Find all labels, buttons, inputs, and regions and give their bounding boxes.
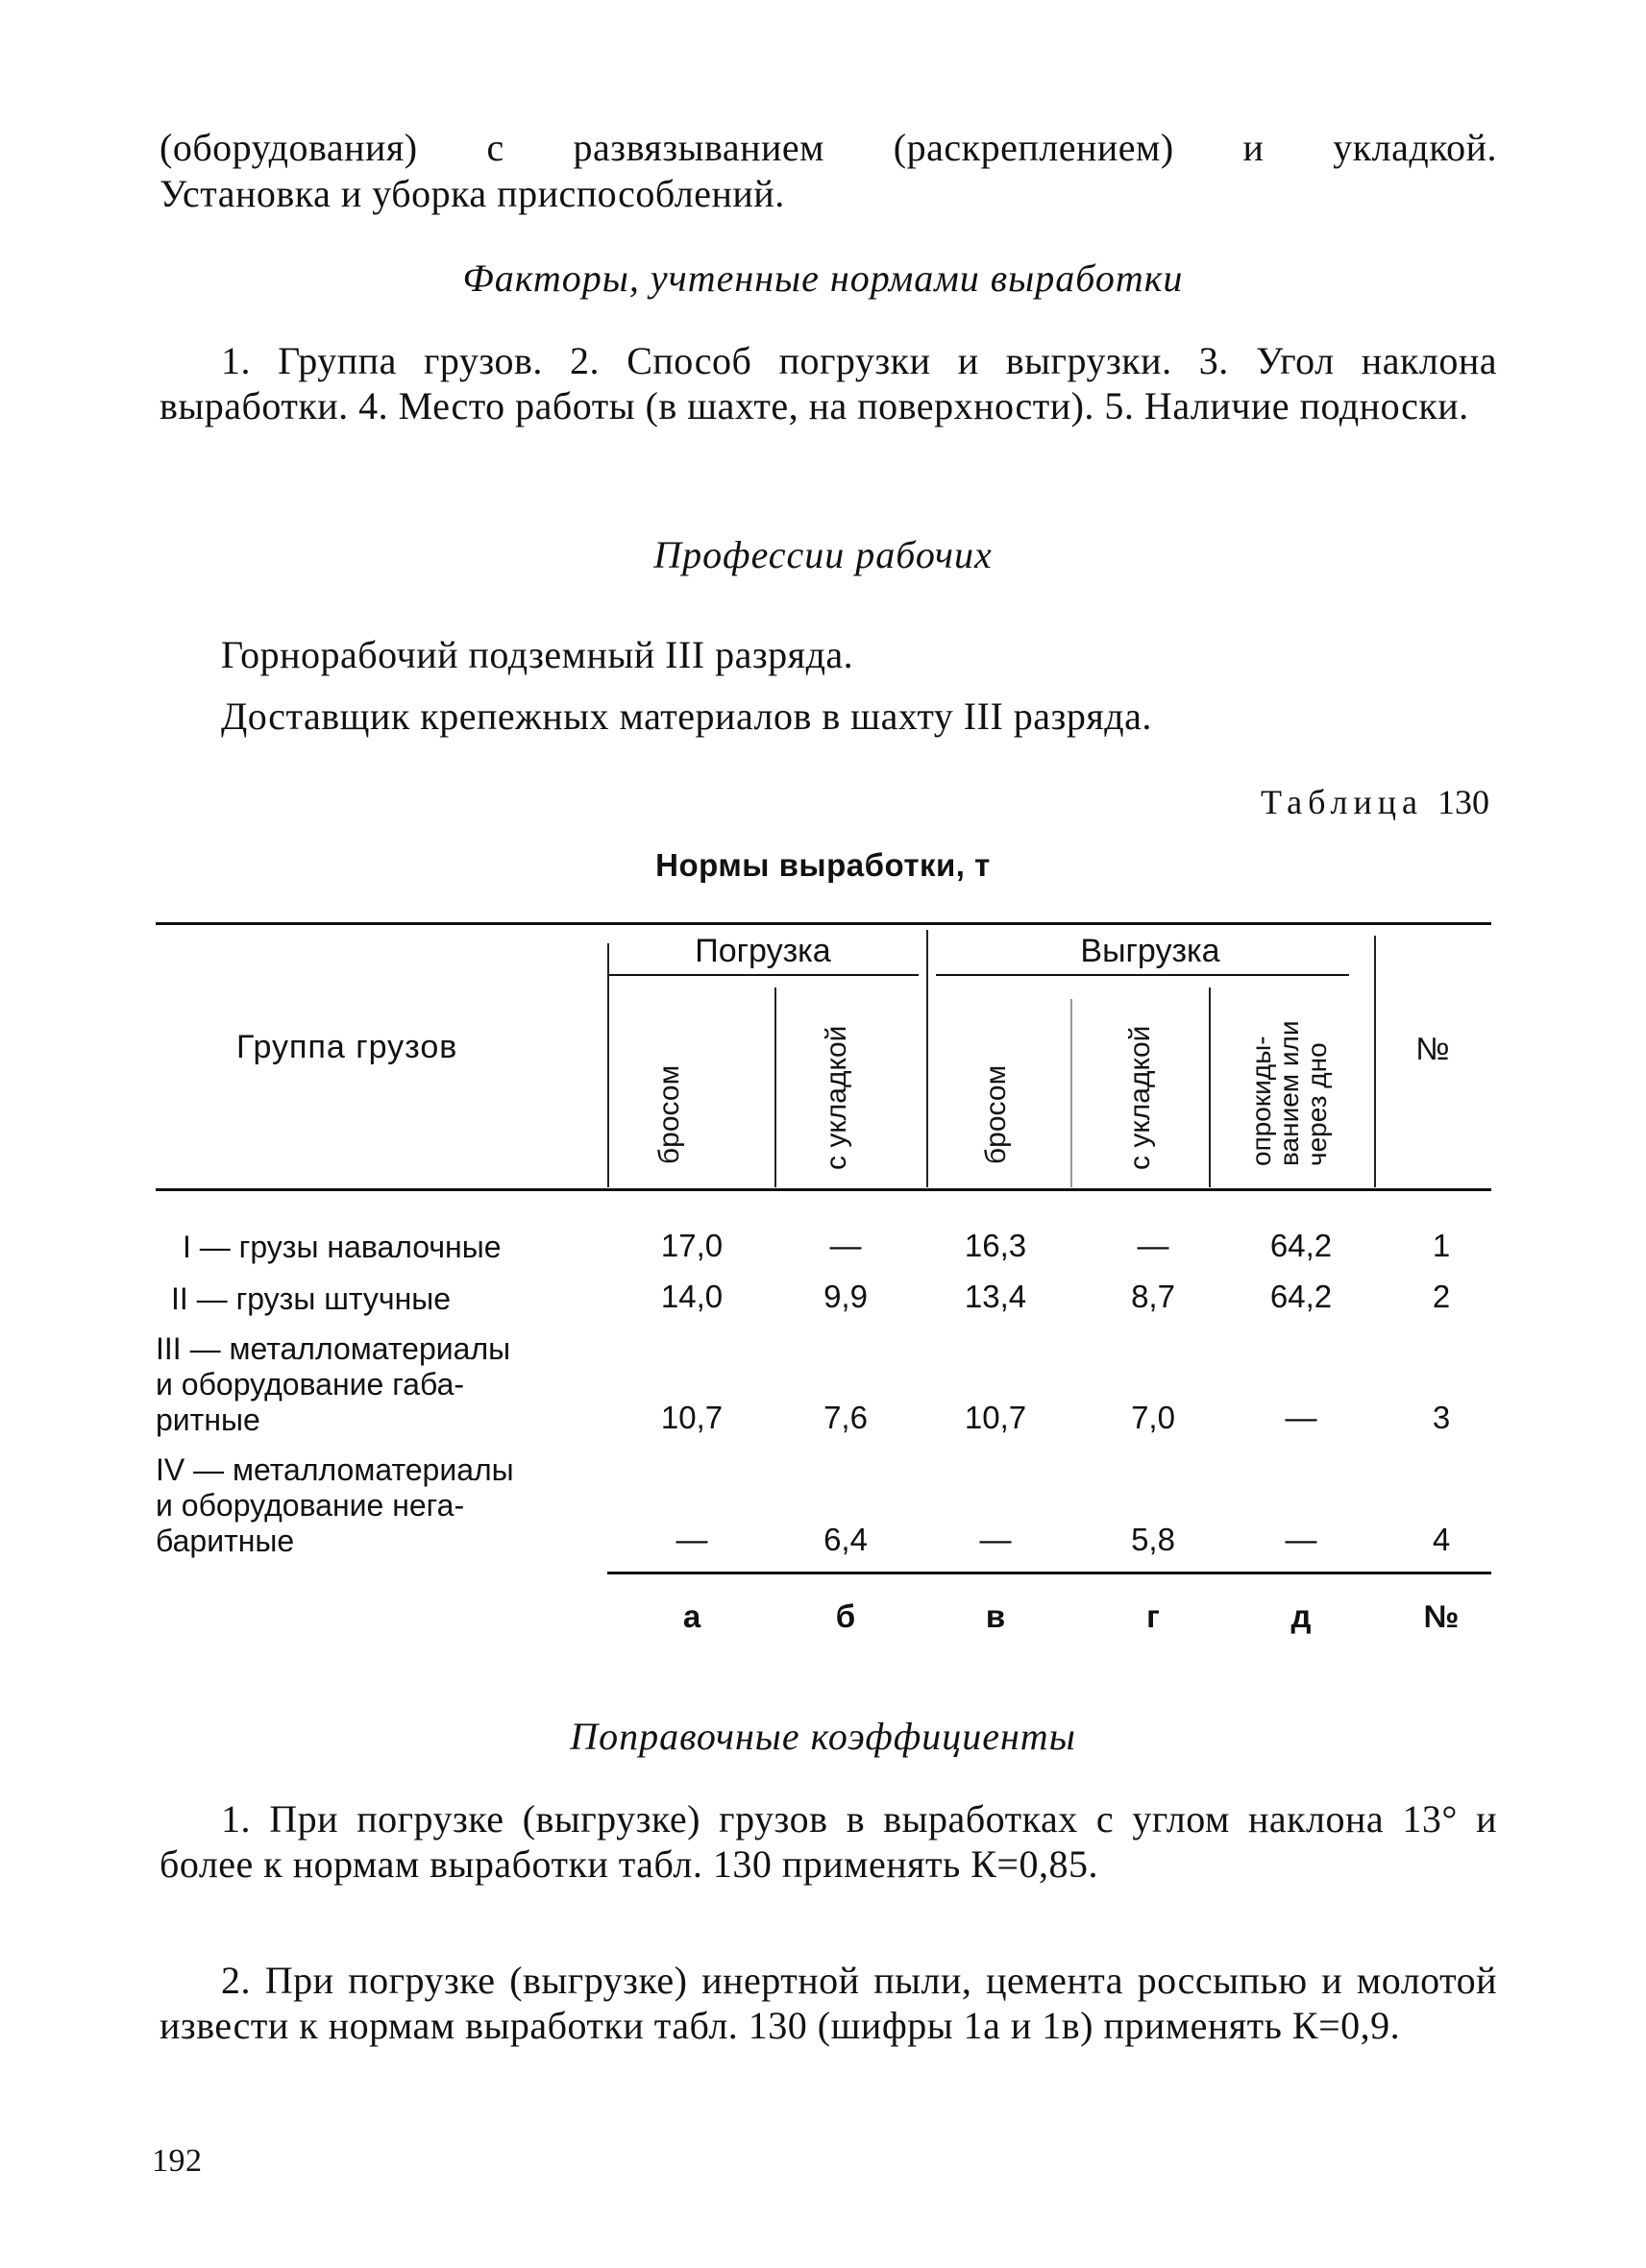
- table-number: Таблица 130: [1261, 783, 1489, 821]
- profession-1: Горнорабочий подземный III разряда.: [221, 633, 854, 676]
- table-cell: 13,4: [964, 1279, 1027, 1314]
- table-cell: 8,7: [1131, 1279, 1175, 1314]
- col-divider: [1209, 988, 1211, 1187]
- col-divider: [1070, 999, 1072, 1187]
- col-header-group: Группа грузов: [236, 1029, 458, 1065]
- row-4-group: IV — металломатериалы и оборудование нега- баритные: [156, 1452, 514, 1558]
- col-header-g: с укладкой: [1124, 1025, 1156, 1170]
- table-cell: 5,8: [1131, 1522, 1175, 1557]
- table-cell: —: [1137, 1228, 1169, 1263]
- table-cell: 2: [1432, 1279, 1451, 1314]
- correction-2: 2. При погрузке (выгрузке) инертной пыли, цемента россыпью и молотой извести к нормам выработки табл. 130 (шифры 1а и 1в) применять К=0,9.: [160, 1959, 1497, 2047]
- table-cell: 10,7: [964, 1400, 1027, 1435]
- table-cell: 64,2: [1269, 1228, 1333, 1263]
- loading-group-rule: [607, 974, 919, 976]
- page-number: 192: [152, 2143, 203, 2179]
- col-header-a: бросом: [653, 1064, 685, 1164]
- correction-1: 1. При погрузке (выгрузке) грузов в выработках с углом наклона 13° и более к нормам выработки табл. 130 применять К=0,85.: [160, 1797, 1497, 1886]
- table-cell: 7,0: [1131, 1400, 1175, 1435]
- table-cell: 1: [1432, 1228, 1451, 1263]
- col-header-unloading: Выгрузка: [1080, 933, 1220, 969]
- column-code: №: [1423, 1598, 1460, 1634]
- column-code: в: [985, 1598, 1006, 1634]
- table-cell: 10,7: [660, 1400, 724, 1435]
- col-divider: [607, 943, 609, 1187]
- table-cell: 14,0: [660, 1279, 724, 1314]
- column-code: д: [1290, 1598, 1312, 1634]
- col-divider: [774, 988, 776, 1187]
- col-header-v: бросом: [980, 1064, 1012, 1164]
- column-code: а: [682, 1598, 701, 1634]
- table-cell: 9,9: [823, 1279, 868, 1314]
- col-header-loading: Погрузка: [695, 933, 831, 969]
- table-cell: 4: [1432, 1522, 1451, 1557]
- table-top-rule: [156, 922, 1491, 925]
- table-bottom-rule: [607, 1572, 1491, 1574]
- profession-2: Доставщик крепежных материалов в шахту III разряда.: [221, 695, 1152, 738]
- intro-line-1: (оборудования) с развязыванием (раскреплением) и укладкой.: [160, 126, 1497, 169]
- row-3-group: III — металломатериалы и оборудование габа- ритные: [156, 1331, 511, 1437]
- row-2-group: II — грузы штучные: [171, 1281, 452, 1316]
- section-heading-corrections: Поправочные коэффициенты: [570, 1715, 1076, 1758]
- table-cell: 3: [1432, 1400, 1451, 1435]
- table-cell: —: [676, 1522, 708, 1557]
- col-header-no: №: [1415, 1031, 1450, 1066]
- section-heading-professions: Профессии рабочих: [653, 533, 993, 576]
- table-cell: —: [1285, 1400, 1317, 1435]
- factors-text: 1. Группа грузов. 2. Способ погрузки и выгрузки. 3. Угол наклона выработки. 4. Место работы (в шахте, на поверхности). 5. Наличие подноски.: [160, 339, 1497, 427]
- col-divider: [926, 930, 928, 1187]
- col-header-b: с укладкой: [821, 1025, 852, 1170]
- intro-line-2: Установка и уборка приспособлений.: [160, 172, 785, 215]
- table-cell: 64,2: [1269, 1279, 1333, 1314]
- table-cell: 6,4: [823, 1522, 868, 1557]
- column-code: г: [1146, 1598, 1160, 1634]
- column-code: б: [835, 1598, 856, 1634]
- row-1-group: I — грузы навалочные: [183, 1230, 502, 1264]
- table-cell: —: [979, 1522, 1012, 1557]
- table-cell: 16,3: [964, 1228, 1027, 1263]
- table-header-rule: [156, 1188, 1491, 1191]
- table-cell: 7,6: [823, 1400, 868, 1435]
- unloading-group-rule: [936, 974, 1349, 976]
- col-header-d: опрокиды- ванием или через дно: [1246, 1020, 1332, 1166]
- table-cell: 17,0: [660, 1228, 724, 1263]
- section-heading-factors: Факторы, учтенные нормами выработки: [462, 256, 1184, 300]
- table-title: Нормы выработки, т: [655, 847, 991, 883]
- table-cell: —: [1285, 1522, 1317, 1557]
- table-cell: —: [829, 1228, 862, 1263]
